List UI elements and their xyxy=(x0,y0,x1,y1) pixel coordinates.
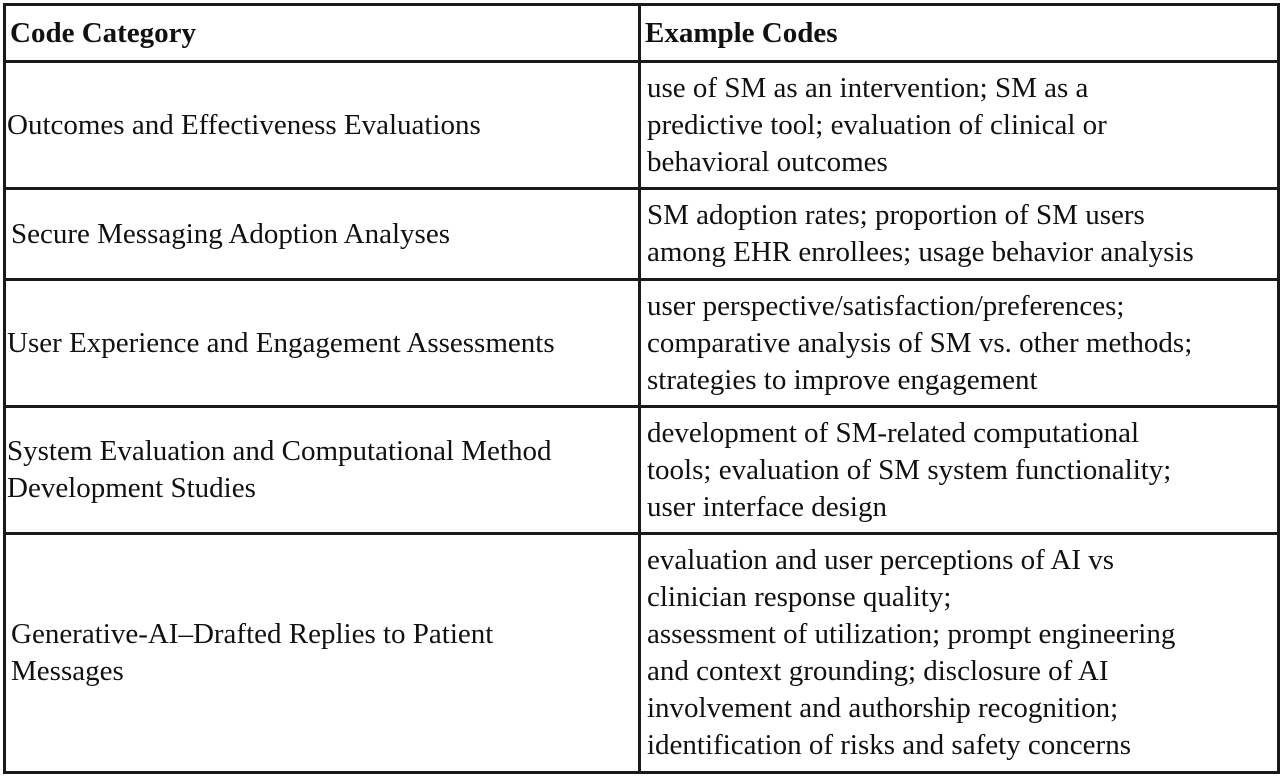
codes-line: clinician response quality; xyxy=(647,581,952,613)
codes-line: predictive tool; evaluation of clinical or xyxy=(647,108,1107,141)
table-header-row xyxy=(5,5,1279,62)
category-cell xyxy=(5,62,640,189)
category-line: Outcomes and Effectiveness Evaluations xyxy=(7,108,481,141)
codes-line: behavioral outcomes xyxy=(647,145,888,178)
codes-cell xyxy=(640,280,1279,407)
category-line: Generative-AI–Drafted Replies to Patient xyxy=(11,618,494,650)
table-row xyxy=(5,407,1279,534)
codes-line: SM adoption rates; proportion of SM users xyxy=(647,199,1145,231)
category-cell xyxy=(5,407,640,534)
codes-line: involvement and authorship recognition; xyxy=(647,692,1119,724)
category-cell xyxy=(5,189,640,280)
category-line: Secure Messaging Adoption Analyses xyxy=(11,217,450,250)
codes-line: tools; evaluation of SM system functionality; xyxy=(647,453,1172,486)
codes-line: and context grounding; disclosure of AI xyxy=(647,655,1109,687)
category-line: System Evaluation and Computational Method xyxy=(7,435,552,467)
codes-line: among EHR enrollees; usage behavior analysis xyxy=(647,236,1194,268)
codes-cell xyxy=(640,534,1279,773)
codes-line: comparative analysis of SM vs. other methods; xyxy=(647,326,1193,359)
codes-line: user perspective/satisfaction/preferences; xyxy=(647,289,1125,322)
codes-line: use of SM as an intervention; SM as a xyxy=(647,71,1089,104)
category-line: Messages xyxy=(11,655,124,687)
codes-line: development of SM-related computational xyxy=(647,416,1140,449)
table-row xyxy=(5,280,1279,407)
codes-cell xyxy=(640,189,1279,280)
code-category-table xyxy=(3,3,1280,774)
codes-line: evaluation and user perceptions of AI vs xyxy=(647,544,1115,576)
codes-cell xyxy=(640,62,1279,189)
category-cell xyxy=(5,280,640,407)
table-row xyxy=(5,534,1279,773)
header-example-codes: Example Codes xyxy=(640,5,1279,62)
category-line: Development Studies xyxy=(7,472,256,504)
codes-line: user interface design xyxy=(647,490,887,523)
codes-line: assessment of utilization; prompt engineering xyxy=(647,618,1176,650)
category-cell xyxy=(5,534,640,773)
codes-line: strategies to improve engagement xyxy=(647,363,1038,396)
codes-cell xyxy=(640,407,1279,534)
table-row xyxy=(5,189,1279,280)
code-category-table-container xyxy=(3,3,1277,773)
codes-line: identification of risks and safety concerns xyxy=(647,729,1131,761)
category-line: User Experience and Engagement Assessments xyxy=(7,326,555,359)
header-code-category: Code Category xyxy=(5,5,640,62)
table-row xyxy=(5,62,1279,189)
